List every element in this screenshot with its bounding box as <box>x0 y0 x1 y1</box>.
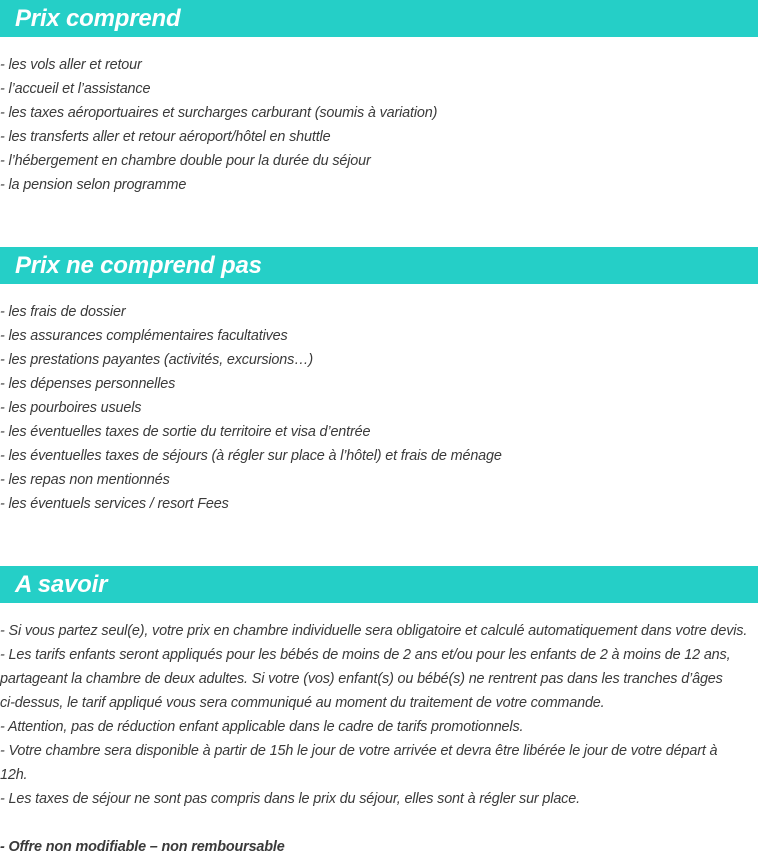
info-paragraph: - Les tarifs enfants seront appliqués pour les bébés de moins de 2 ans et/ou pour les enfants de 2 à moins de 12 ans, partageant la chambre de deux adultes. Si votre (vos) enfant(s) ou bébé(s) ne rentrent pas dans les tranches d’âges ci-dessus, le tarif appliqué vous sera communiqué au moment du traitement de votre commande. <box>0 647 731 711</box>
list-item: - les éventuels services / resort Fees <box>0 496 229 512</box>
section-header-not-included <box>0 247 758 284</box>
included-list <box>0 53 758 197</box>
list-item: - les assurances complémentaires facultatives <box>0 328 288 344</box>
section-title-included: Prix comprend <box>15 5 181 32</box>
list-item: - les pourboires usuels <box>0 400 142 416</box>
section-title-not-included: Prix ne comprend pas <box>15 252 262 279</box>
list-item: - les éventuelles taxes de sortie du territoire et visa d’entrée <box>0 424 371 440</box>
list-item: - les vols aller et retour <box>0 57 142 73</box>
section-header-good-to-know <box>0 566 758 603</box>
info-paragraph: - Si vous partez seul(e), votre prix en chambre individuelle sera obligatoire et calculé automatiquement dans votre devis. <box>0 623 748 639</box>
info-paragraph: - Attention, pas de réduction enfant applicable dans le cadre de tarifs promotionnels. <box>0 719 524 735</box>
info-paragraph: - Les taxes de séjour ne sont pas compris dans le prix du séjour, elles sont à régler sur place. <box>0 791 580 807</box>
section-title-good-to-know: A savoir <box>15 571 108 598</box>
section-header-included <box>0 0 758 37</box>
list-item: - l’accueil et l’assistance <box>0 81 151 97</box>
list-item: - les taxes aéroportuaires et surcharges carburant (soumis à variation) <box>0 105 438 121</box>
list-item: - les transferts aller et retour aéroport/hôtel en shuttle <box>0 129 331 145</box>
list-item: - les éventuelles taxes de séjours (à régler sur place à l’hôtel) et frais de ménage <box>0 448 502 464</box>
list-item: - la pension selon programme <box>0 177 187 193</box>
not-included-list <box>0 300 758 516</box>
list-item: - les prestations payantes (activités, excursions…) <box>0 352 314 368</box>
info-paragraph: - Votre chambre sera disponible à partir de 15h le jour de votre arrivée et devra être libérée le jour de votre départ à 12h. <box>0 743 718 783</box>
spacer <box>0 811 758 835</box>
list-item: - les dépenses personnelles <box>0 376 176 392</box>
list-item: - les frais de dossier <box>0 304 126 320</box>
good-to-know-content <box>0 619 758 859</box>
list-item: - les repas non mentionnés <box>0 472 170 488</box>
non-refundable-notice: - Offre non modifiable – non remboursable <box>0 839 285 855</box>
list-item: - l’hébergement en chambre double pour la durée du séjour <box>0 153 371 169</box>
